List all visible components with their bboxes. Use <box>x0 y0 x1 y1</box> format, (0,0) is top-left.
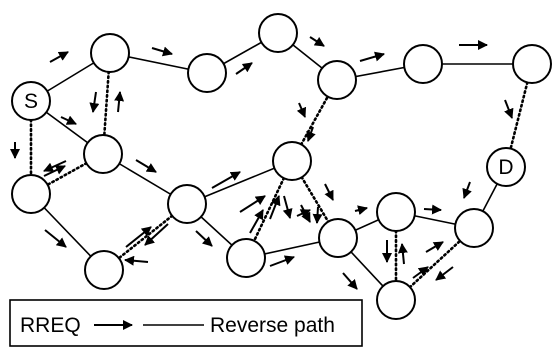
node-circle <box>12 175 50 213</box>
rreq-arrow <box>196 231 212 246</box>
node-S <box>12 82 50 120</box>
rreq-arrow <box>310 37 324 46</box>
node-n14 <box>377 193 415 231</box>
rreq-arrow <box>212 172 240 188</box>
node-circle <box>168 185 206 223</box>
node-circle <box>273 142 311 180</box>
node-circle <box>85 251 123 289</box>
rreq-arrow <box>299 103 305 117</box>
node-n16 <box>377 281 415 319</box>
legend <box>10 300 362 346</box>
node-n1 <box>91 34 129 72</box>
rreq-arrow <box>61 117 76 124</box>
rreq-arrow <box>45 230 66 247</box>
rreq-arrow <box>355 208 367 211</box>
rreq-arrow <box>464 182 470 198</box>
rreq-arrow <box>250 210 263 233</box>
legend-reverse-path-label: Reverse path <box>210 314 335 337</box>
rreq-arrow <box>284 196 290 218</box>
rreq-arrow <box>505 100 512 118</box>
node-n9 <box>168 185 206 223</box>
rreq-arrow <box>317 207 318 223</box>
node-n13 <box>319 219 357 257</box>
rreq-arrow <box>426 242 443 252</box>
node-n15 <box>455 209 493 247</box>
rreq-arrow <box>240 196 265 212</box>
node-n7 <box>404 45 442 83</box>
rreq-arrow <box>360 54 384 61</box>
node-D <box>487 148 525 186</box>
nodes-layer <box>12 14 551 319</box>
node-n11 <box>273 142 311 180</box>
node-circle <box>227 239 265 277</box>
legend-rreq-label: RREQ <box>20 314 81 337</box>
node-label: D <box>498 156 514 179</box>
rreq-arrow <box>343 273 357 289</box>
node-n6 <box>318 61 356 99</box>
rreq-arrow <box>50 52 68 62</box>
node-circle <box>84 135 122 173</box>
node-n5 <box>259 14 297 52</box>
node-circle <box>259 14 297 52</box>
node-n2 <box>188 54 226 92</box>
node-n8 <box>513 45 551 83</box>
node-circle <box>455 209 493 247</box>
rreq-arrow <box>125 260 148 262</box>
rreq-arrow <box>436 267 453 280</box>
node-n4 <box>12 175 50 213</box>
rreq-arrow <box>270 257 294 266</box>
rreq-arrow <box>325 184 333 200</box>
node-circle <box>377 193 415 231</box>
node-n3 <box>84 135 122 173</box>
rreq-arrow <box>424 209 441 210</box>
rreq-arrow <box>118 92 120 112</box>
node-circle <box>91 34 129 72</box>
rreq-arrow <box>152 48 172 54</box>
rreq-arrow <box>93 92 96 112</box>
rreq-arrow <box>402 244 404 264</box>
node-circle <box>377 281 415 319</box>
rreq-arrow <box>44 166 65 176</box>
node-circle <box>318 61 356 99</box>
rreq-arrow <box>136 160 156 172</box>
node-circle <box>319 219 357 257</box>
node-label: S <box>23 90 39 113</box>
node-circle <box>404 45 442 83</box>
node-circle <box>188 54 226 92</box>
node-circle <box>513 45 551 83</box>
rreq-arrow <box>236 63 252 74</box>
node-n12 <box>227 239 265 277</box>
node-n10 <box>85 251 123 289</box>
